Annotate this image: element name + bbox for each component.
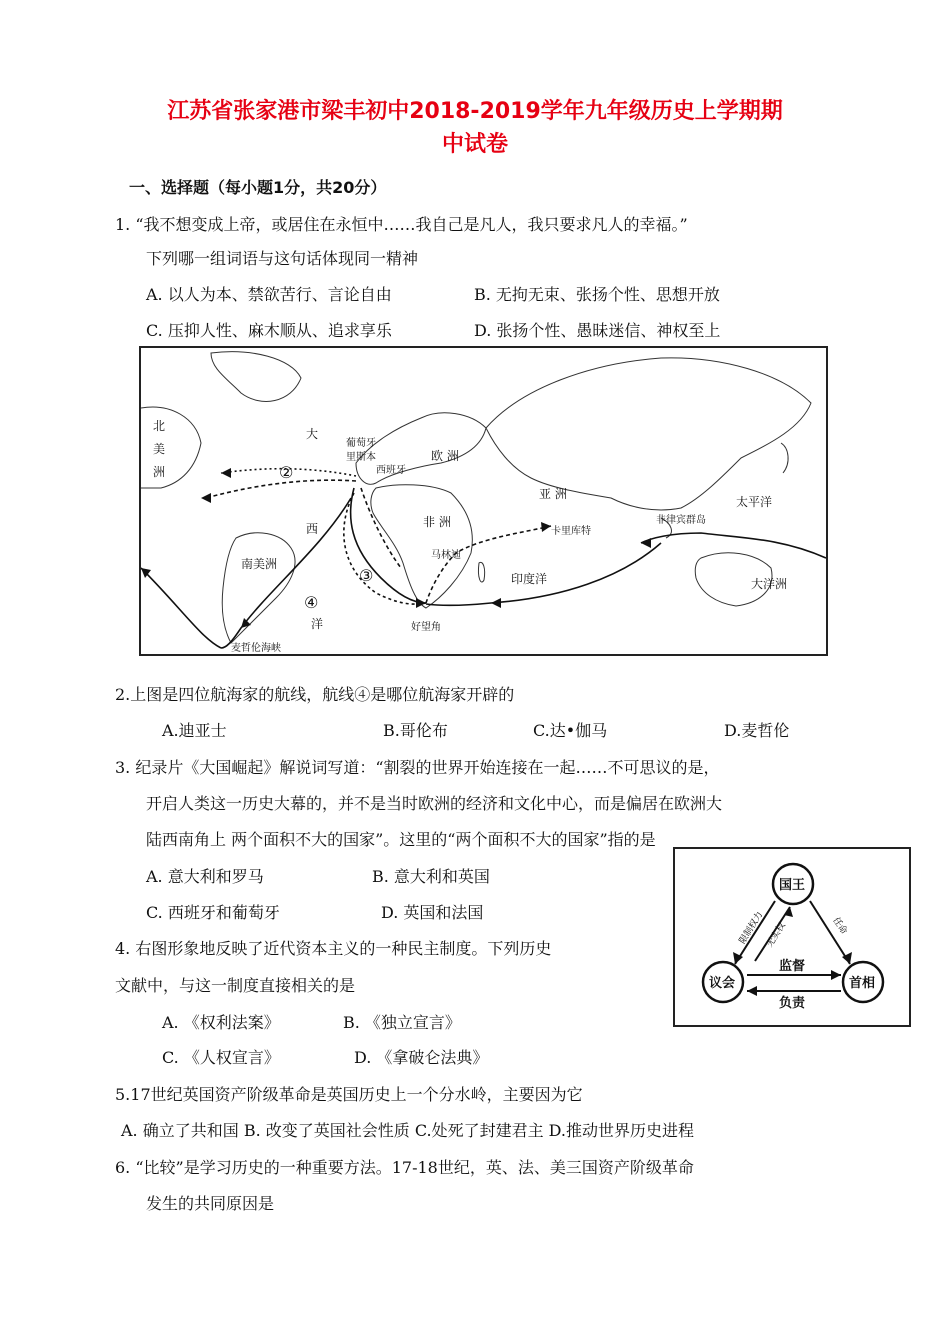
- q1-stem-line2: 下列哪一组词语与这句话体现同一精神: [146, 249, 419, 268]
- map-label-indian-ocean: 印度洋: [511, 572, 548, 586]
- diagram-right-arrow: 任命: [830, 915, 849, 937]
- q1-option-b: B. 无拘无束、张扬个性、思想开放: [474, 285, 720, 304]
- diagram-left-arrow: 限制权力: [737, 910, 766, 946]
- q2-stem: 2.上图是四位航海家的航线，航线④是哪位航海家开辟的: [115, 685, 515, 704]
- q2-option-c: C.达•伽马: [533, 721, 608, 740]
- q3-stem-line1: 3. 纪录片《大国崛起》解说词写道：“割裂的世界开始连接在一起……不可思议的是，: [115, 758, 720, 777]
- map-route-3: ③: [359, 566, 374, 585]
- map-label-calicut: 卡里库特: [551, 526, 591, 537]
- q5-options: A. 确立了共和国 B. 改变了英国社会性质 C.处死了封建君主 D.推动世界历史进程: [121, 1121, 695, 1140]
- q3-stem-line2: 开启人类这一历史大幕的，并不是当时欧洲的经济和文化中心，而是偏居在欧洲大: [146, 794, 723, 813]
- page-title-line2: 中试卷: [441, 132, 508, 157]
- q1-option-a: A. 以人为本、禁欲苦行、言论自由: [146, 285, 392, 304]
- diagram-supervise: 监督: [779, 959, 806, 974]
- diagram-prime-minister: 首相: [849, 976, 876, 991]
- diagram-king: 国王: [779, 878, 806, 893]
- map-route-4: ④: [304, 593, 319, 612]
- map-label-malindi: 马林迪: [431, 550, 461, 561]
- map-label-atlantic-2: 西: [306, 522, 319, 536]
- diagram-parliament: 议会: [709, 976, 736, 991]
- q5-stem: 5.17世纪英国资产阶级革命是英国历史上一个分水岭，主要因为它: [115, 1085, 583, 1104]
- map-label-portugal: 葡萄牙: [346, 438, 376, 449]
- page-title-line1: 江苏省张家港市梁丰初中2018-2019学年九年级历史上学期期: [167, 99, 783, 124]
- q1-stem-line1: 1. “我不想变成上帝，或居住在永恒中……我自己是凡人，我只要求凡人的幸福。”: [115, 215, 688, 234]
- map-label-atlantic-1: 大: [306, 427, 319, 441]
- diagram-mid-arrow: 无实权: [765, 920, 788, 950]
- map-label-lisbon: 里斯本: [346, 452, 376, 463]
- monarchy-diagram: [673, 847, 911, 1027]
- map-label-oceania: 大洋洲: [751, 577, 788, 591]
- q4-option-a: A. 《权利法案》: [162, 1013, 280, 1032]
- q3-option-c: C. 西班牙和葡萄牙: [146, 903, 280, 922]
- q6-stem-line2: 发生的共同原因是: [146, 1194, 275, 1213]
- q3-option-d: D. 英国和法国: [381, 903, 484, 922]
- map-label-asia: 亚 洲: [539, 487, 567, 501]
- map-label-cape: 好望角: [411, 622, 441, 633]
- q3-option-b: B. 意大利和英国: [372, 867, 490, 886]
- q4-option-d: D. 《拿破仑法典》: [354, 1048, 489, 1067]
- monarchy-diagram-svg: [675, 849, 909, 1025]
- voyage-map: [139, 346, 828, 656]
- map-label-europe: 欧 洲: [431, 449, 459, 463]
- q2-option-d: D.麦哲伦: [724, 721, 790, 740]
- map-label-magellan-strait: 麦哲伦海峡: [231, 643, 281, 654]
- map-route-2: ②: [279, 463, 294, 482]
- map-label-atlantic-3: 洋: [311, 617, 324, 631]
- map-label-africa: 非 洲: [423, 515, 451, 529]
- q3-option-a: A. 意大利和罗马: [146, 867, 264, 886]
- q4-stem-line2: 文献中，与这一制度直接相关的是: [115, 976, 356, 995]
- q2-option-b: B.哥伦布: [383, 721, 448, 740]
- q1-option-d: D. 张扬个性、愚昧迷信、神权至上: [474, 321, 721, 340]
- map-label-pacific: 太平洋: [736, 495, 773, 509]
- q4-option-c: C. 《人权宣言》: [162, 1048, 280, 1067]
- diagram-responsible: 负责: [779, 996, 806, 1011]
- section-heading: 一、选择题（每小题1分，共20分）: [129, 178, 387, 197]
- q3-stem-line3: 陆西南角上 两个面积不大的国家”。这里的“两个面积不大的国家”指的是: [146, 830, 656, 849]
- map-label-na-2: 美: [153, 442, 166, 456]
- q1-option-c: C. 压抑人性、麻木顺从、追求享乐: [146, 321, 392, 340]
- q4-stem-line1: 4. 右图形象地反映了近代资本主义的一种民主制度。下列历史: [115, 939, 552, 958]
- voyage-map-svg: [141, 348, 826, 654]
- map-label-south-america: 南美洲: [241, 557, 278, 571]
- map-label-na-3: 洲: [153, 465, 166, 479]
- q6-stem-line1: 6. “比较”是学习历史的一种重要方法。17-18世纪，英、法、美三国资产阶级革命: [115, 1158, 694, 1177]
- map-label-spain: 西班牙: [376, 465, 406, 476]
- q2-option-a: A.迪亚士: [162, 721, 227, 740]
- q4-option-b: B. 《独立宣言》: [343, 1013, 461, 1032]
- map-label-philippines: 非律宾群岛: [656, 515, 706, 526]
- map-label-na-1: 北: [153, 419, 166, 433]
